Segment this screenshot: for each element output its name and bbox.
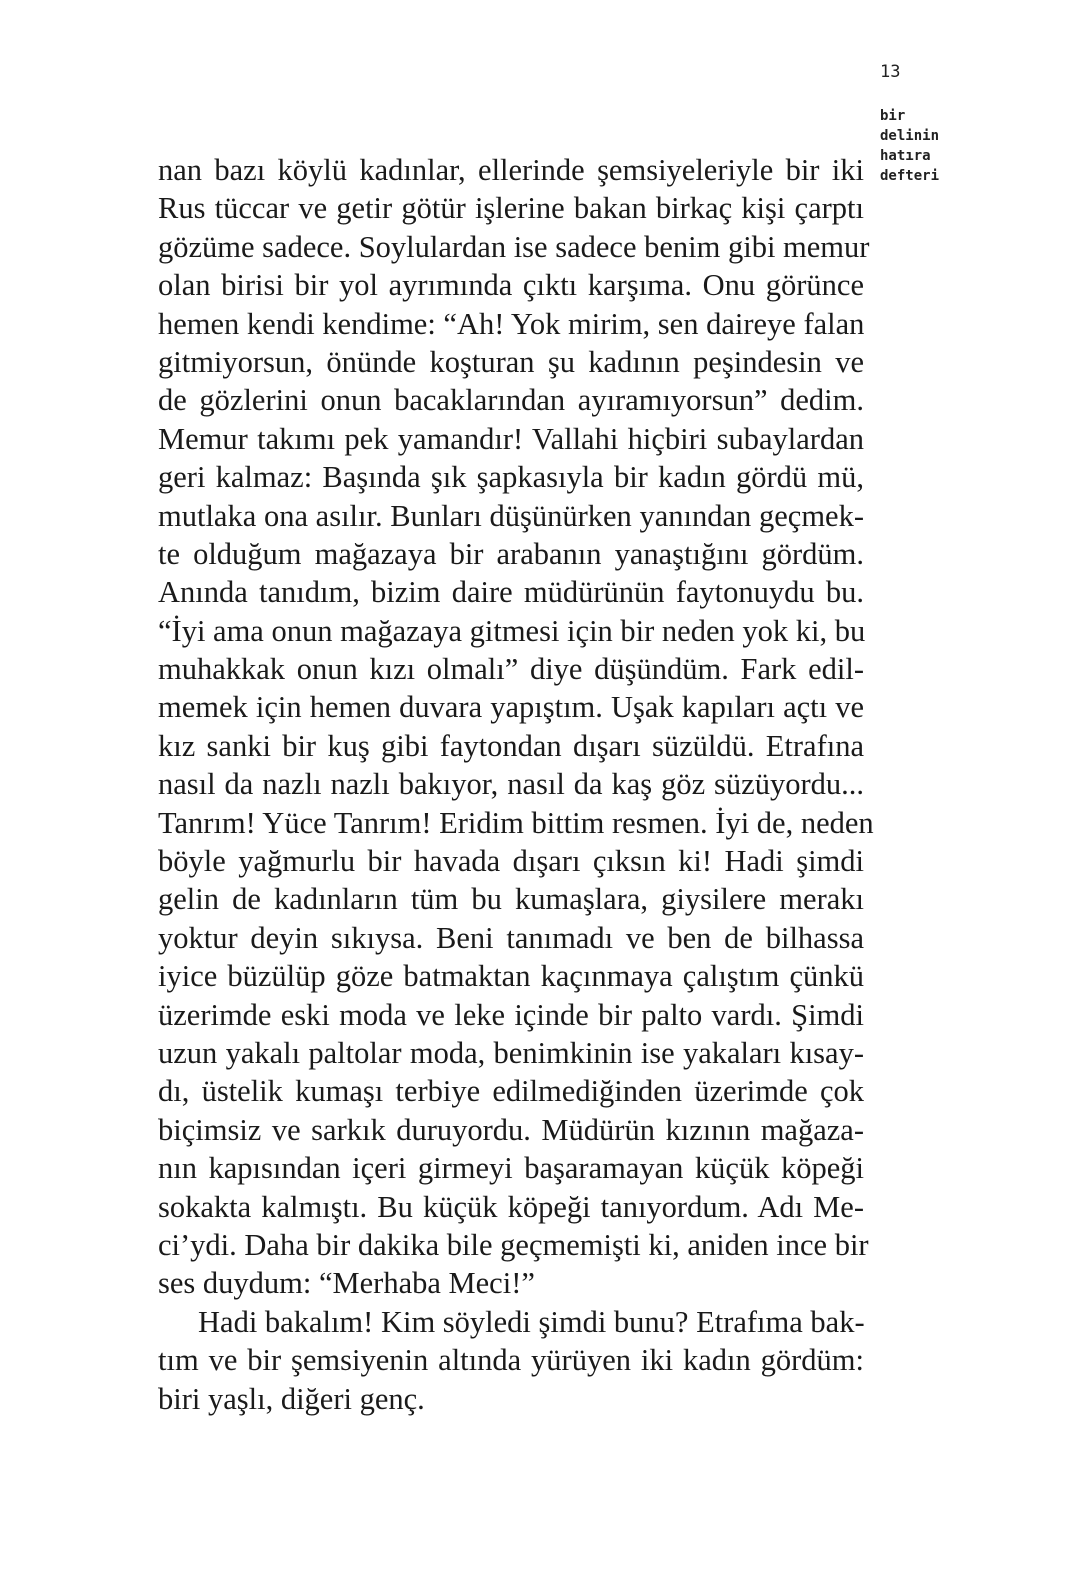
- text-line: nan bazı köylü kadınlar, ellerinde şemsiyeleriyle bir iki: [158, 153, 864, 187]
- running-header: [880, 106, 990, 186]
- text-line: Rus tüccar ve getir götür işlerine bakan birkaç kişi çarptı: [158, 191, 864, 226]
- text-line: Tanrım! Yüce Tanrım! Eridim bittim resmen. İyi de, neden: [158, 805, 874, 840]
- text-line: gitmiyorsun, önünde koşturan şu kadının peşindesin ve: [158, 344, 864, 379]
- text-line: iyice büzülüp göze batmaktan kaçınmaya çalıştım çünkü: [158, 959, 864, 994]
- text-line: dı, üstelik kumaşı terbiye edilmediğinden üzerimde çok: [158, 1074, 864, 1109]
- text-line: üzerimde eski moda ve leke içinde bir palto vardı. Şimdi: [158, 997, 864, 1032]
- text-line: gelin de kadınların tüm bu kumaşlara, giysilere merakı: [158, 882, 864, 917]
- text-line: ses duydum: “Merhaba Meci!”: [158, 1266, 535, 1301]
- text-line: Anında tanıdım, bizim daire müdürünün faytonuydu bu.: [158, 575, 864, 610]
- text-line: böyle yağmurlu bir havada dışarı çıksın ki! Hadi şimdi: [158, 844, 864, 879]
- text-line: biçimsiz ve sarkık duruyordu. Müdürün kızının mağaza-: [158, 1112, 864, 1147]
- text-line: kız sanki bir kuş gibi faytondan dışarı süzüldü. Etrafına: [158, 728, 864, 763]
- text-line: nın kapısından içeri girmeyi başaramayan küçük köpeği: [158, 1151, 864, 1186]
- text-line: ci’ydi. Daha bir dakika bile geçmemişti ki, aniden ince bir: [158, 1227, 869, 1262]
- text-line: sokakta kalmıştı. Bu küçük köpeği tanıyordum. Adı Me-: [158, 1189, 864, 1224]
- running-header-line: hatıra: [880, 148, 931, 164]
- text-line: memek için hemen duvara yapıştım. Uşak kapıları açtı ve: [158, 690, 864, 725]
- running-header-line: bir: [880, 108, 906, 124]
- text-line: te olduğum mağazaya bir arabanın yanaştığını gördüm.: [158, 536, 864, 571]
- text-line: “İyi ama onun mağazaya gitmesi için bir neden yok ki, bu: [158, 613, 866, 648]
- running-header-line: defteri: [880, 168, 940, 184]
- text-line: Hadi bakalım! Kim söyledi şimdi bunu? Etrafıma bak-: [198, 1304, 865, 1339]
- text-line: Memur takımı pek yamandır! Vallahi hiçbiri subaylardan: [158, 421, 864, 456]
- text-line: geri kalmaz: Başında şık şapkasıyla bir kadın gördü mü,: [158, 460, 864, 495]
- text-line: olan birisi bir yol ayrımında çıktı karşıma. Onu görünce: [158, 268, 864, 303]
- text-line: muhakkak onun kızı olmalı” diye düşündüm. Fark edil-: [158, 652, 864, 687]
- body-text: [158, 151, 874, 1418]
- page-number: 13: [880, 62, 901, 82]
- text-line: hemen kendi kendime: “Ah! Yok mirim, sen daireye falan: [158, 306, 865, 341]
- text-line: mutlaka ona asılır. Bunları düşünürken yanından geçmek-: [158, 498, 864, 533]
- text-line: tım ve bir şemsiyenin altında yürüyen iki kadın gördüm:: [158, 1343, 864, 1378]
- text-line: yoktur deyin sıkıysa. Beni tanımadı ve ben de bilhassa: [158, 920, 864, 955]
- text-line: biri yaşlı, diğeri genç.: [158, 1381, 425, 1416]
- text-line: gözüme sadece. Soylulardan ise sadece benim gibi memur: [158, 229, 870, 264]
- running-header-line: delinin: [880, 128, 940, 144]
- text-line: nasıl da nazlı nazlı bakıyor, nasıl da kaş göz süzüyordu...: [158, 767, 864, 802]
- text-line: de gözlerini onun bacaklarından ayıramıyorsun” dedim.: [158, 383, 864, 418]
- text-line: uzun yakalı paltolar moda, benimkinin ise yakaları kısay-: [158, 1035, 864, 1070]
